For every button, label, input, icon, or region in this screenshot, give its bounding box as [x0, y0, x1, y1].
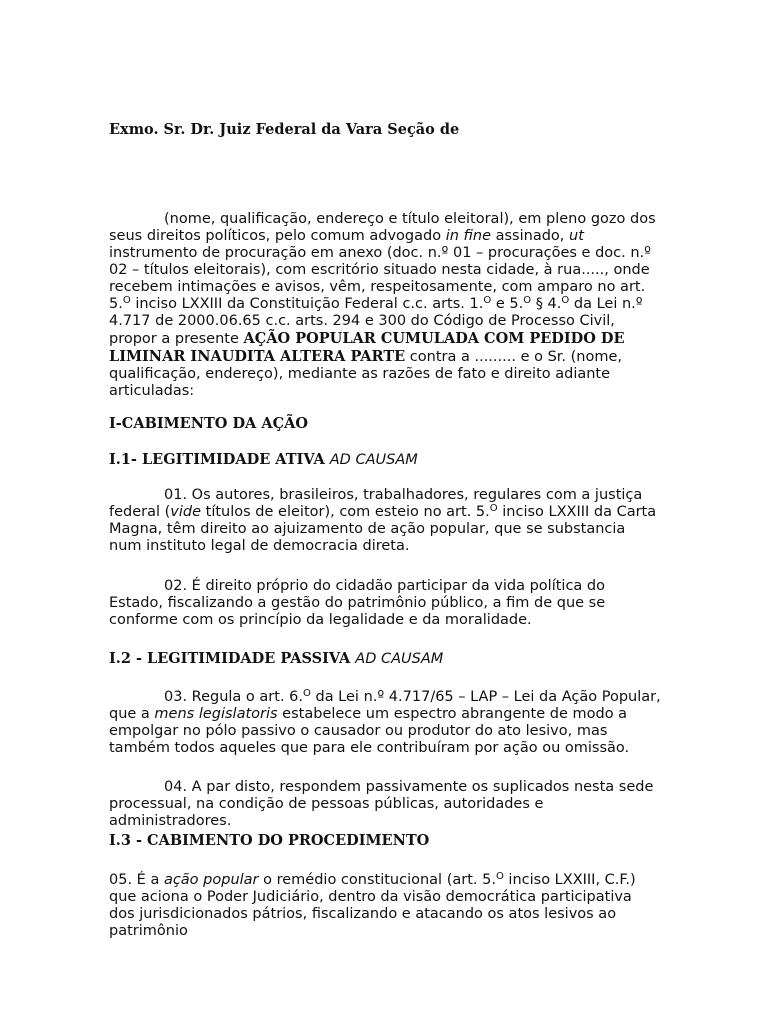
section-heading-procedimento: I.3 - CABIMENTO DO PROCEDIMENTO: [109, 832, 430, 849]
section-heading-cabimento: I-CABIMENTO DA AÇÃO: [109, 415, 308, 432]
paragraph-01: 01. Os autores, brasileiros, trabalhadores, regulares com a justiça federal (vide títulos de eleitor), com esteio no art. 5.$^O$ inciso LXXIII da Carta Magna, têm direito ao ajuizamento de ação popular, que se substancia num instituto legal de democracia direta.: [109, 487, 657, 554]
paragraph-05: 05. É a ação popular o remédio constitucional (art. 5.$^O$ inciso LXXIII, C.F.) que aciona o Poder Judiciário, dentro da visão democrática participativa dos jurisdicionados pátrios, fiscalizando e atacando os atos lesivos ao patrimônio: [109, 871, 636, 939]
action-title: AÇÃO POPULAR CUMULADA COM PEDIDO DE LIMINAR INAUDITA ALTERA PARTE: [109, 330, 625, 365]
paragraph-04: 04. A par disto, respondem passivamente os suplicados nesta sede processual, na condição de pessoas públicas, autoridades e administradores.: [109, 779, 654, 829]
intro-paragraph: (nome, qualificação, endereço e título eleitoral), em pleno gozo dos seus direitos políticos, pelo comum advogado in fine assinado, ut instrumento de procuração em anexo (doc. n.º 01 – procurações e doc. n.º 02 – títulos eleitorais), com escritório situado nesta cidade, à rua....., onde recebem intimações e avisos, vêm, respeitosamente, com amparo no art. 5.$^O$ inciso LXXIII da Constituição Federal c.c. arts. 1.$^O$ e 5.$^O$ § 4.$^O$ da Lei n.º 4.717 de 2000.06.65 c.c. arts. 294 e 300 do Código de Processo Civil, propor a presente AÇÃO POPULAR CUMULADA COM PEDIDO DE LIMINAR INAUDITA ALTERA PARTE contra a ......... e o Sr. (nome, qualificação, endereço), mediante as razões de fato e direito adiante articuladas:: [109, 211, 656, 399]
section-heading-legitimidade-ativa: I.1- LEGITIMIDADE ATIVA AD CAUSAM: [109, 451, 418, 468]
document-header: Exmo. Sr. Dr. Juiz Federal da Vara Seção de: [109, 121, 460, 138]
paragraph-02: 02. É direito próprio do cidadão participar da vida política do Estado, fiscalizando a gestão do patrimônio público, a fim de que se conforme com os princípio da legalidade e da moralidade.: [109, 578, 606, 628]
paragraph-03: 03. Regula o art. 6.$^O$ da Lei n.º 4.717/65 – LAP – Lei da Ação Popular, que a mens legislatoris estabelece um espectro abrangente de modo a empolgar no pólo passivo o causador ou produtor do ato lesivo, mas também todos aqueles que para ele contribuíram por ação ou omissão.: [109, 688, 661, 756]
section-heading-legitimidade-passiva: I.2 - LEGITIMIDADE PASSIVA AD CAUSAM: [109, 650, 444, 667]
